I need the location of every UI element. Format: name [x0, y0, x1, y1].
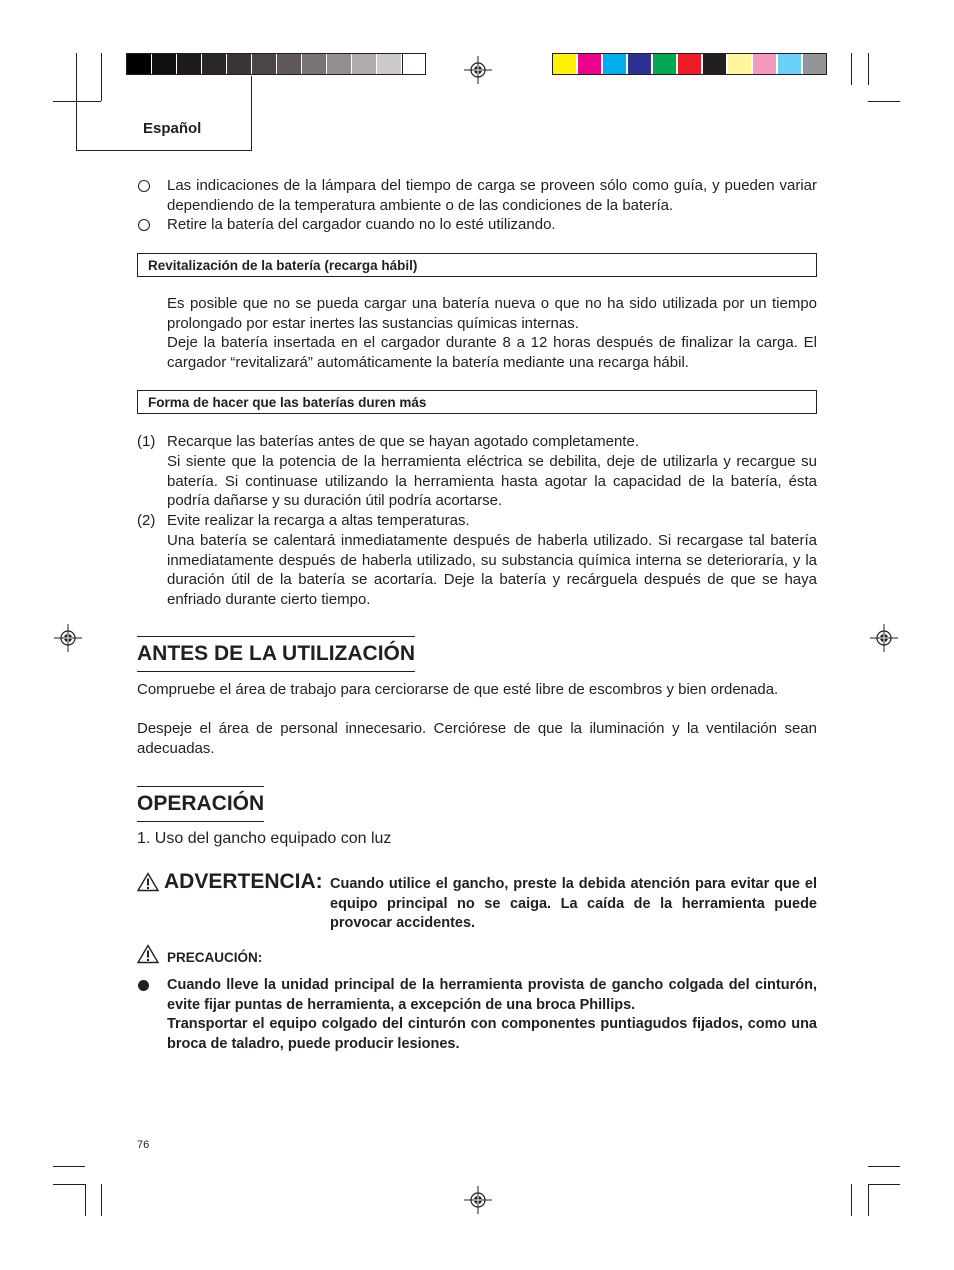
- revitalization-paragraph-2: Deje la batería insertada en el cargador durante 8 a 12 horas después de finalizar la carga. El cargador “revitalizará” automáticamente la batería mediante una recarga hábil.: [167, 334, 817, 371]
- section-title-operation: OPERACIÓN: [137, 786, 264, 822]
- list-item-heading: Recarque las baterías antes de que se hayan agotado completamente.: [167, 433, 639, 450]
- note-remove-battery: Retire la batería del cargador cuando no lo esté utilizando.: [167, 216, 556, 233]
- language-tab: [76, 76, 252, 151]
- registration-mark-left: [54, 624, 82, 652]
- registration-mark-bottom: [464, 1186, 492, 1214]
- section-heading-revitalization: Revitalización de la batería (recarga hábil): [137, 253, 817, 277]
- caution-triangle-icon: [137, 944, 159, 964]
- before-use-paragraph-1: Compruebe el área de trabajo para cerciorarse de que esté libre de escombros y bien ordenada.: [137, 681, 779, 698]
- circle-bullet-icon: [138, 180, 150, 192]
- list-item-body: Una batería se calentará inmediatamente después de haberla utilizado. Si recargase tal batería inmediatamente después de haberla utilizado, su substancia química interna se deterioraría, y la duración útil de la batería se acortaría. Deje la batería y recárguela después de que se haya enfriado durante cierto tiempo.: [167, 532, 817, 608]
- section-heading-battery-duration: Forma de hacer que las baterías duren más: [137, 390, 817, 414]
- before-use-paragraph-2: Despeje el área de personal innecesario. Cerciórese de que la iluminación y la ventilación sean adecuadas.: [137, 720, 817, 757]
- color-bar-frame: [552, 53, 827, 75]
- circle-bullet-icon: [138, 219, 150, 231]
- section-title-before-use: ANTES DE LA UTILIZACIÓN: [137, 636, 415, 672]
- warning-label: ADVERTENCIA:: [164, 870, 323, 893]
- caution-label: PRECAUCIÓN:: [167, 950, 263, 965]
- list-item-heading: Evite realizar la recarga a altas temperaturas.: [167, 512, 470, 529]
- warning-triangle-icon: [137, 872, 159, 892]
- page-number: 76: [137, 1139, 150, 1151]
- list-item-body: Si siente que la potencia de la herramienta eléctrica se debilita, deje de utilizarla y recargue su batería. Si continuase utilizando la herramienta hasta agotar la capacidad de la batería, ésta podría dañarse y su duración útil podría acortarse.: [167, 453, 817, 510]
- caution-text-2: Transportar el equipo colgado del cinturón con componentes puntiagudos fijados, como una broca de taladro, puede producir lesiones.: [167, 1016, 817, 1052]
- registration-mark-right: [870, 624, 898, 652]
- operation-step: 1. Uso del gancho equipado con luz: [137, 830, 392, 847]
- list-number: (1): [137, 433, 156, 450]
- caution-text-1: Cuando lleve la unidad principal de la herramienta provista de gancho colgada del cinturón, evite fijar puntas de herramienta, a excepción de una broca Phillips.: [167, 977, 817, 1013]
- grayscale-swatch: [402, 53, 426, 75]
- note-charge-time: Las indicaciones de la lámpara del tiempo de carga se proveen sólo como guía, y pueden variar dependiendo de la temperatura ambiente o de las condiciones de la batería.: [167, 177, 817, 214]
- filled-bullet-icon: [138, 980, 149, 991]
- list-number: (2): [137, 512, 156, 529]
- grayscale-bar-frame: [126, 53, 403, 75]
- revitalization-paragraph-1: Es posible que no se pueda cargar una batería nueva o que no ha sido utilizada por un tiempo prolongado por estar inertes las sustancias químicas internas.: [167, 295, 817, 332]
- language-label: Español: [143, 120, 202, 137]
- registration-mark-top: [464, 56, 492, 84]
- warning-text: Cuando utilice el gancho, preste la debida atención para evitar que el equipo principal no se caiga. La caída de la herramienta puede provocar accidentes.: [330, 876, 817, 932]
